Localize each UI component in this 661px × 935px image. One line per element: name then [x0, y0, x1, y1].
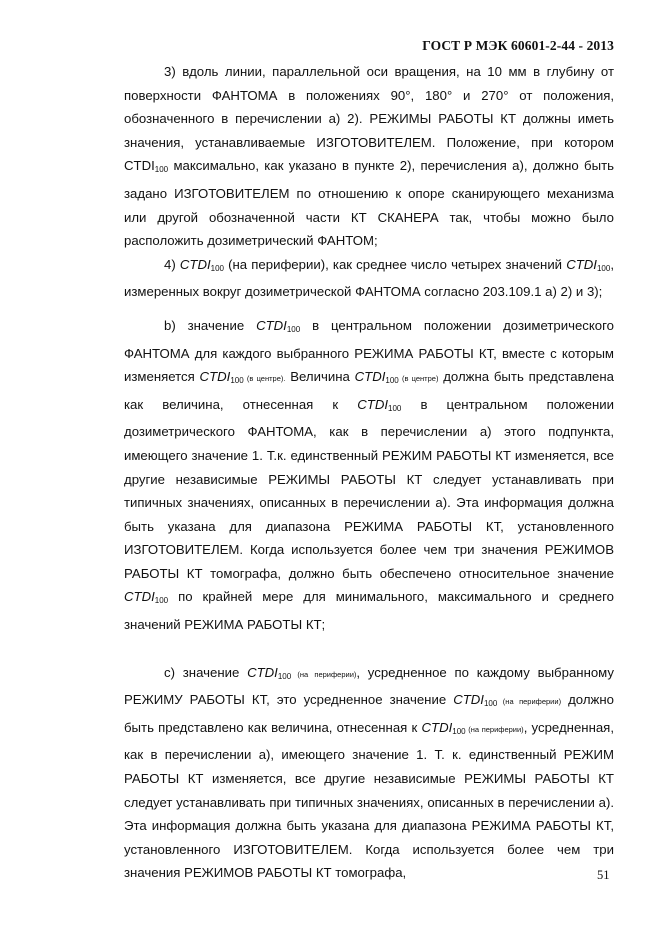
ctdi-symbol: CTDI: [453, 692, 484, 708]
ctdi-symbol: CTDI: [357, 396, 389, 412]
ctdi-symbol: CTDI: [199, 369, 231, 385]
document-body: [124, 60, 614, 885]
ctdi-qualifier: (на периферии): [291, 669, 357, 679]
ctdi-symbol: CTDI: [256, 317, 287, 333]
ctdi-subscript: 100: [596, 263, 611, 273]
page-number: 51: [597, 868, 610, 882]
ctdi-qualifier: (в центре): [398, 374, 439, 384]
paragraph-b: [124, 314, 614, 637]
ctdi-subscript: 100: [154, 165, 169, 175]
document-header: ГОСТ Р МЭК 60601-2-44 - 2013: [422, 38, 614, 53]
ctdi-subscript: 100: [388, 403, 402, 413]
ctdi-qualifier: (на периферии): [497, 697, 562, 707]
ctdi-symbol: CTDI: [124, 589, 155, 605]
ctdi-subscript: 100: [483, 699, 498, 709]
text-segment: 4): [164, 256, 180, 272]
text-segment: , усредненное по каждому выбранному РЕЖИМУ РАБОТЫ КТ, это усредненное значение: [124, 664, 614, 708]
ctdi-subscript: 100: [210, 263, 224, 273]
ctdi-subscript: 100: [154, 596, 169, 606]
text-segment: по крайней мере для минимального, максимального и среднего значений РЕЖИМА РАБОТЫ КТ;: [124, 589, 614, 633]
ctdi-subscript: 100: [277, 671, 292, 681]
ctdi-symbol: CTDI: [421, 719, 453, 735]
text-segment: Величина: [285, 369, 355, 385]
ctdi-subscript: 100: [452, 726, 466, 736]
text-segment: должна быть представлена как величина, отнесенная к: [124, 369, 614, 412]
ctdi-symbol: CTDI: [566, 256, 597, 272]
paragraph-item-4: [124, 253, 614, 304]
text-segment: в центральном положении дозиметрического ФАНТОМА для каждого выбранного РЕЖИМА РАБОТЫ КТ, вместе с которым изменяется: [124, 317, 614, 385]
text-segment: в центральном положении дозиметрического ФАНТОМА, как в перечислении а) этого подпункта, имеющего значение 1. Т.к. единственный РЕЖИМ РАБОТЫ КТ изменяется, все другие независимые РЕЖИМЫ РАБОТЫ КТ следует устанавливать при типичных значениях, описанных в перечислении а). Эта информация должна быть указана для диапазона РЕЖИМА РАБОТЫ КТ, установленного ИЗГОТОВИТЕЛЕМ. Когда используется более чем три значения РЕЖИМОВ РАБОТЫ КТ томографа, должно быть обеспечено относительное значение: [124, 396, 614, 581]
text-segment: (на периферии), как среднее число четырех значений: [224, 256, 567, 272]
ctdi-qualifier: (в центре).: [243, 374, 286, 384]
ctdi-symbol: CTDI: [247, 664, 278, 680]
text-segment: должно быть представлено как величина, отнесенная к: [124, 692, 614, 735]
text-segment: , измеренных вокруг дозиметрической ФАНТОМА согласно 203.109.1 а) 2) и 3);: [124, 256, 614, 300]
ctdi-qualifier: (на периферии): [465, 724, 524, 734]
text-segment: , усредненная, как в перечислении а), имеющего значение 1. Т. к. единственный РЕЖИМ РАБОТЫ КТ изменяется, все другие независимые РЕЖИМЫ РАБОТЫ КТ следует устанавливать при типичных значениях, описанных в перечислении а). Эта информация должна быть указана для диапазона РЕЖИМА РАБОТЫ КТ, установленного ИЗГОТОВИТЕЛЕМ. Когда используется более чем три значения РЕЖИМОВ РАБОТЫ КТ томографа,: [124, 719, 614, 881]
ctdi-subscript: 100: [230, 376, 244, 386]
text-segment: с) значение: [164, 664, 248, 680]
text-segment: 3) вдоль линии, параллельной оси вращения, на 10 мм в глубину от поверхности ФАНТОМА в положениях 90°, 180° и 270° от положения, обозначенного в перечислении а) 2). РЕЖИМЫ РАБОТЫ КТ должны иметь значения, устанавливаемые ИЗГОТОВИТЕЛЕМ. Положение, при котором: [124, 64, 614, 150]
paragraph-item-3: [124, 60, 614, 253]
text-segment: b) значение: [164, 317, 257, 333]
ctdi-symbol: CTDI: [179, 256, 211, 272]
ctdi-symbol: CTDI: [354, 369, 386, 385]
ctdi-symbol: CTDI: [124, 158, 155, 174]
paragraph-c: [124, 661, 614, 885]
text-segment: максимально, как указано в пункте 2), перечисления а), должно быть задано ИЗГОТОВИТЕЛЕМ по отношению к опоре сканирующего механизма или другой обозначенной части КТ СКАНЕРА так, чтобы можно было расположить дозиметрический ФАНТОМ;: [124, 158, 614, 249]
ctdi-subscript: 100: [286, 324, 301, 334]
ctdi-subscript: 100: [385, 376, 399, 386]
